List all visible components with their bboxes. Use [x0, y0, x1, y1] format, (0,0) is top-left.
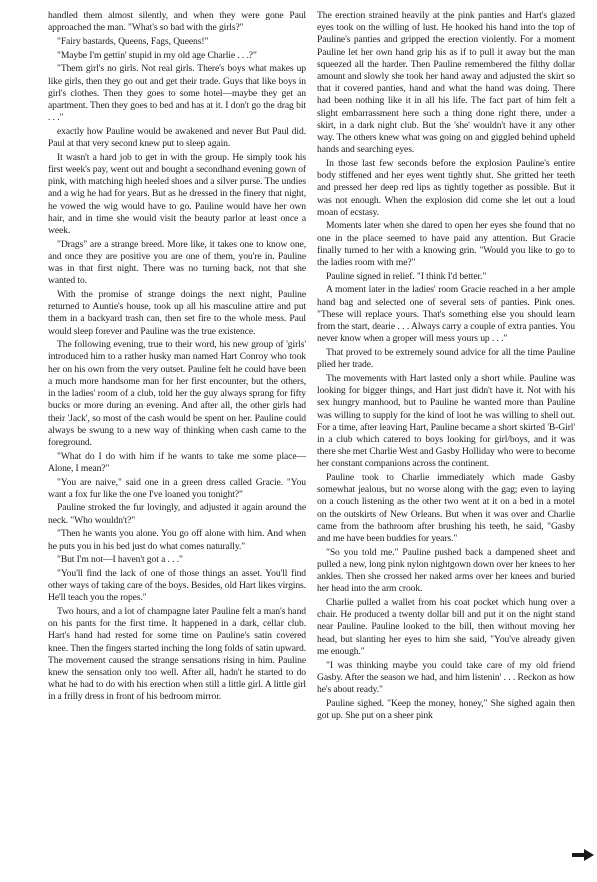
paragraph: "Fairy bastards, Queens, Fags, Queens!": [57, 35, 209, 47]
paragraph: "So you told me." Pauline pushed back a dampened sheet and pulled a new, long pink nylon nightgown down over her knees to her ankles. Then she crossed her naked arms over her knees and buried her head into the arm crook.: [317, 546, 575, 595]
paragraph: Two hours, and a lot of champagne later Pauline felt a man's hand on his pants for the first time. It happened in a dark, cellar club. Hart's hand had rested for some time on Pauline's satin covered knee. Then the fingers started inching the long folds of satin upward. The movement caused the strange sensations rising in him. Pauline knew the sensation only too well. After all, hadn't he started to do what he had to do with his erection when still a little girl. A little girl in a frilly dress in front of his bedroom mirror.: [48, 606, 306, 703]
paragraph: The movements with Hart lasted only a short while. Pauline was looking for bigger things, and Hart just didn't have it. Not with his sex hungry manhood, but to Pauline he wanted more than Pauline was willing to supply for the kind of loot he was willing to shell out. For a time, after leaving Hart, Pauline became a short skirted 'B-Girl' in a club which catered to boys looking for girl/boys, and it was there she met Charlie West and Gasby Holliday who were to become her constant companions across the continent.: [317, 372, 575, 470]
paragraph: Pauline sighed. "Keep the money, honey," She sighed again then got up. She put on a sheer pink: [317, 697, 575, 721]
paragraph: Moments later when she dared to open her eyes she found that no one in the place seemed to have paid any attention. But Gracie finally turned to her with a knowing grin. "Would you like to go to the ladies room with me?": [317, 220, 575, 269]
paragraph: "I was thinking maybe you could take care of my old friend Gasby. After the season we had, and him listenin' . . . Reckon as how he's about ready.": [317, 659, 575, 695]
paragraph: Pauline stroked the fur lovingly, and adjusted it again around the neck. "Who wouldn't?": [48, 502, 306, 526]
paragraph: The erection strained heavily at the pink panties and Hart's glazed eyes took on the willing of lust. He hooked his hand into the top of Pauline's panties and gripped the erection violently. For a moment Pauline let her own hand grip his as if to pull it away but the man squeezed all the harder. Then Pauline remembered the filthy dollar amount and slowly she took her hand away and adjusted the skirt so that it covered panties, hand and what the hand was doing. There had been nothing like it in all his life. The fact part of him felt a slight embarrassment here such a thing done right there, under a skirt, in a dark night club. But the 'she' wouldn't have it any other way. The others knew what was going on and giggled behind upheld hands and searching eyes.: [317, 10, 575, 156]
paragraph: "You'll find the lack of one of those things an asset. You'll find other ways of taking care of the boys. Besides, old Hart likes virgins. He'll teach you the ropes.": [48, 567, 306, 604]
paragraph: "Then he wants you alone. You go off alone with him. And when he puts you in his bed just do what comes naturally.": [48, 528, 306, 552]
paragraph: Pauline signed in relief. "I think I'd better.": [326, 270, 487, 282]
paragraph: exactly how Pauline would be awakened and never But Paul did. Paul at that very second knew put to sleep again.: [48, 125, 306, 150]
paragraph: In those last few seconds before the explosion Pauline's entire body stiffened and her eyes went tightly shut. She gritted her teeth and pressed her deep red lips as tightly together as possible. But it was not enough. When the explosion did come she let out a loud moan of ecstasy.: [317, 157, 575, 218]
paragraph: "You are naive," said one in a green dress called Gracie. "You want a fox fur like the one I've loaned you tonight?": [48, 476, 306, 500]
left-text-column: [48, 10, 306, 705]
right-text-column: [317, 10, 575, 724]
paragraph: handled them almost silently, and when they were gone Paul approached the man. "What's so bad with the girls?": [48, 10, 306, 34]
paragraph: "Them girl's no girls. Not real girls. There's boys what makes up like girls, then they go out and get their trade. Guys that like boys in girl's clothes. Then they goes to some hotel—maybe they get an apartment. Then they goes to bed and has at it. I don't go the drag bit . . .": [48, 63, 306, 124]
paragraph: It wasn't a hard job to get in with the group. He simply took his first week's pay, went out and bought a secondhand evening gown of pink, with matching high heeled shoes and a silver purse. The undies and a wig he had for years. But as he dressed in the finery that night, he vowed the wig would have to go. Pauline would have her own hair, and in time she would visit the beauty parlor at least once a week.: [48, 151, 306, 236]
paragraph: A moment later in the ladies' room Gracie reached in a her ample hand bag and selected one of several sets of panties. Pink ones. "These will replace yours. That's something else you should learn from the start, dearie . . . Always carry a couple of extra panties. You never know when a groper will mess yours up . . .": [317, 284, 575, 345]
continue-arrow-icon: [572, 849, 594, 861]
paragraph: The following evening, true to their word, his new group of 'girls' introduced him to a rather husky man named Hart Conroy who took her on his own from the very outset. Pauline felt he could have been a much more handsome man for her first encounter, but the others, in the ladies' room of a club, told her the guy always sprang for fifty bucks or more during an evening. And after all, the other girls had their 'Jack', so most of the cash would be spent on her. Pauline could always be swung to a new way of thinking when cash came to the foreground.: [48, 339, 306, 448]
paragraph: With the promise of strange doings the next night, Pauline returned to Auntie's house, took up all his masculine attire and put them in a backyard trash can, then set fire to the whole mess. Paul would sleep forever and Pauline was the true existence.: [48, 288, 306, 337]
paragraph: "Maybe I'm gettin' stupid in my old age Charlie . . .?": [57, 49, 257, 61]
paragraph: "But I'm not—I haven't got a . . .": [57, 554, 183, 566]
paragraph: Pauline took to Charlie immediately which made Gasby somewhat jealous, but no worse along with the gag; even to laying on a couch listening as the other two went at it on a bed in a motel on the outskirts of New Orleans. But when it was over and Charlie came from the bathroom after brushing his teeth, he said, "Gasby and me have been buddies for years.": [317, 472, 575, 545]
paragraph: Charlie pulled a wallet from his coat pocket which hung over a chair. He produced a twenty dollar bill and put it on the night stand near Pauline. Pauline looked to the bill, then without moving her head, but slanting her eyes to him she said, "You've already given me enough.": [317, 597, 575, 657]
paragraph: "Drags" are a strange breed. More like, it takes one to know one, and once they are positive you are one of them, you're in. Pauline was in that first night. There was no turning back, not that she wanted to.: [48, 238, 306, 287]
paragraph: "What do I do with him if he wants to take me some place—Alone, I mean?": [48, 450, 306, 474]
paragraph: That proved to be extremely sound advice for all the time Pauline plied her trade.: [317, 346, 575, 371]
